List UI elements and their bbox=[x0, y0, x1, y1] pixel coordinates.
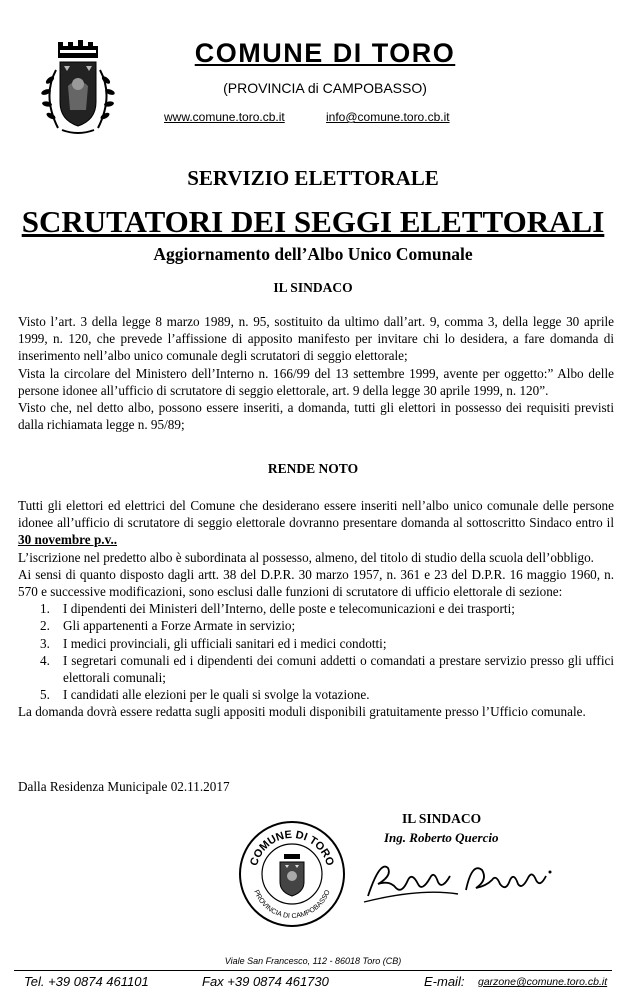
list-item: 2. Gli appartenenti a Forze Armate in servizio; bbox=[40, 618, 296, 634]
list-item: 1. I dipendenti dei Ministeri dell’Interno, delle poste e telecomunicazioni e dei trasporti; bbox=[40, 601, 515, 617]
premise-paragraph: Vista la circolare del Ministero dell’Interno n. 166/99 del 13 settembre 1999, avente per oggetto:” Albo delle persone idonee all’ufficio di scrutatore di seggio elettorale, art. 9 della legge 30 aprile 1999, n. 120”. bbox=[18, 365, 614, 398]
premises-section bbox=[18, 313, 614, 433]
email-link[interactable]: info@comune.toro.cb.it bbox=[326, 110, 450, 124]
premise-paragraph: Visto che, nel detto albo, possono essere inseriti, a domanda, tutti gli elettori in possesso dei requisiti previsti dalla richiamata legge n. 95/89; bbox=[18, 400, 614, 433]
exclusion-list bbox=[18, 600, 614, 703]
province-label: (PROVINCIA di CAMPOBASSO) bbox=[223, 80, 427, 96]
handwritten-signature bbox=[360, 850, 560, 910]
footer-email-label: E-mail: bbox=[424, 974, 465, 989]
sindaco-heading: IL SINDACO bbox=[273, 280, 353, 295]
svg-text:PROVINCIA DI CAMPOBASSO: PROVINCIA DI CAMPOBASSO bbox=[252, 889, 332, 921]
footer-telephone: Tel. +39 0874 461101 bbox=[24, 974, 149, 989]
document-subtitle: Aggiornamento dell’Albo Unico Comunale bbox=[153, 244, 473, 264]
application-paragraph: La domanda dovrà essere redatta sugli appositi moduli disponibili gratuitamente presso l’Ufficio comunale. bbox=[18, 704, 586, 720]
list-item: 4. I segretari comunali ed i dipendenti dei comuni addetti o comandati a prestare servizio presso gli uffici elettorali comunali; bbox=[40, 652, 614, 686]
footer-fax: Fax +39 0874 461730 bbox=[202, 974, 329, 989]
list-item: 3. I medici provinciali, gli ufficiali sanitari ed i medici condotti; bbox=[40, 635, 387, 651]
municipal-crest-logo bbox=[28, 40, 128, 140]
document-title: SCRUTATORI DEI SEGGI ELETTORALI bbox=[21, 204, 605, 239]
municipality-title: COMUNE DI TORO bbox=[194, 38, 456, 68]
footer-divider bbox=[14, 970, 612, 971]
notice-paragraph bbox=[18, 497, 614, 549]
svg-text:COMUNE DI TORO: COMUNE DI TORO bbox=[248, 828, 336, 868]
footer-address: Viale San Francesco, 112 - 86018 Toro (CB) bbox=[224, 956, 402, 966]
exclusion-intro: Ai sensi di quanto disposto dagli artt. 38 del D.P.R. 30 marzo 1957, n. 361 e 23 del D.P.R. 16 maggio 1960, n. 570 e successive modificazioni, sono esclusi dalle funzioni di scrutatore di ufficio elettorale di sezione: bbox=[18, 566, 614, 600]
deadline-date: 30 novembre p.v.. bbox=[18, 532, 118, 548]
rende-noto-heading: RENDE NOTO bbox=[267, 461, 359, 476]
list-item: 5. I candidati alle elezioni per le quali si svolge la votazione. bbox=[40, 687, 370, 703]
signatory-name: Ing. Roberto Quercio bbox=[384, 830, 499, 845]
municipal-seal-stamp bbox=[236, 818, 348, 930]
notice-text: Tutti gli elettori ed elettrici del Comune che desiderano essere inseriti nell’albo unico comunale delle persone idonee all’ufficio di scrutatore di seggio elettorale dovranno presentare domanda al sottoscritto Sindaco entro il bbox=[18, 498, 614, 531]
premise-paragraph: Visto l’art. 3 della legge 8 marzo 1989, n. 95, sostituito da ultimo dall’art. 9, comma 3, della legge 30 aprile 1999, n. 120, che prevede l’affissione di apposito manifesto per invitare chi lo desidera, a fare domanda di inserimento nell’albo unico comunale degli scrutatori di seggio elettorale; bbox=[18, 314, 614, 364]
service-heading: SERVIZIO ELETTORALE bbox=[187, 166, 439, 190]
notice-section bbox=[18, 497, 614, 721]
footer-email-link[interactable]: garzone@comune.toro.cb.it bbox=[478, 976, 608, 988]
signatory-title: IL SINDACO bbox=[402, 811, 482, 826]
website-link[interactable]: www.comune.toro.cb.it bbox=[164, 110, 285, 124]
place-date: Dalla Residenza Municipale 02.11.2017 bbox=[18, 779, 230, 794]
requirement-paragraph: L’iscrizione nel predetto albo è subordinata al possesso, almeno, del titolo di studio della scuola dell’obbligo. bbox=[18, 549, 594, 565]
